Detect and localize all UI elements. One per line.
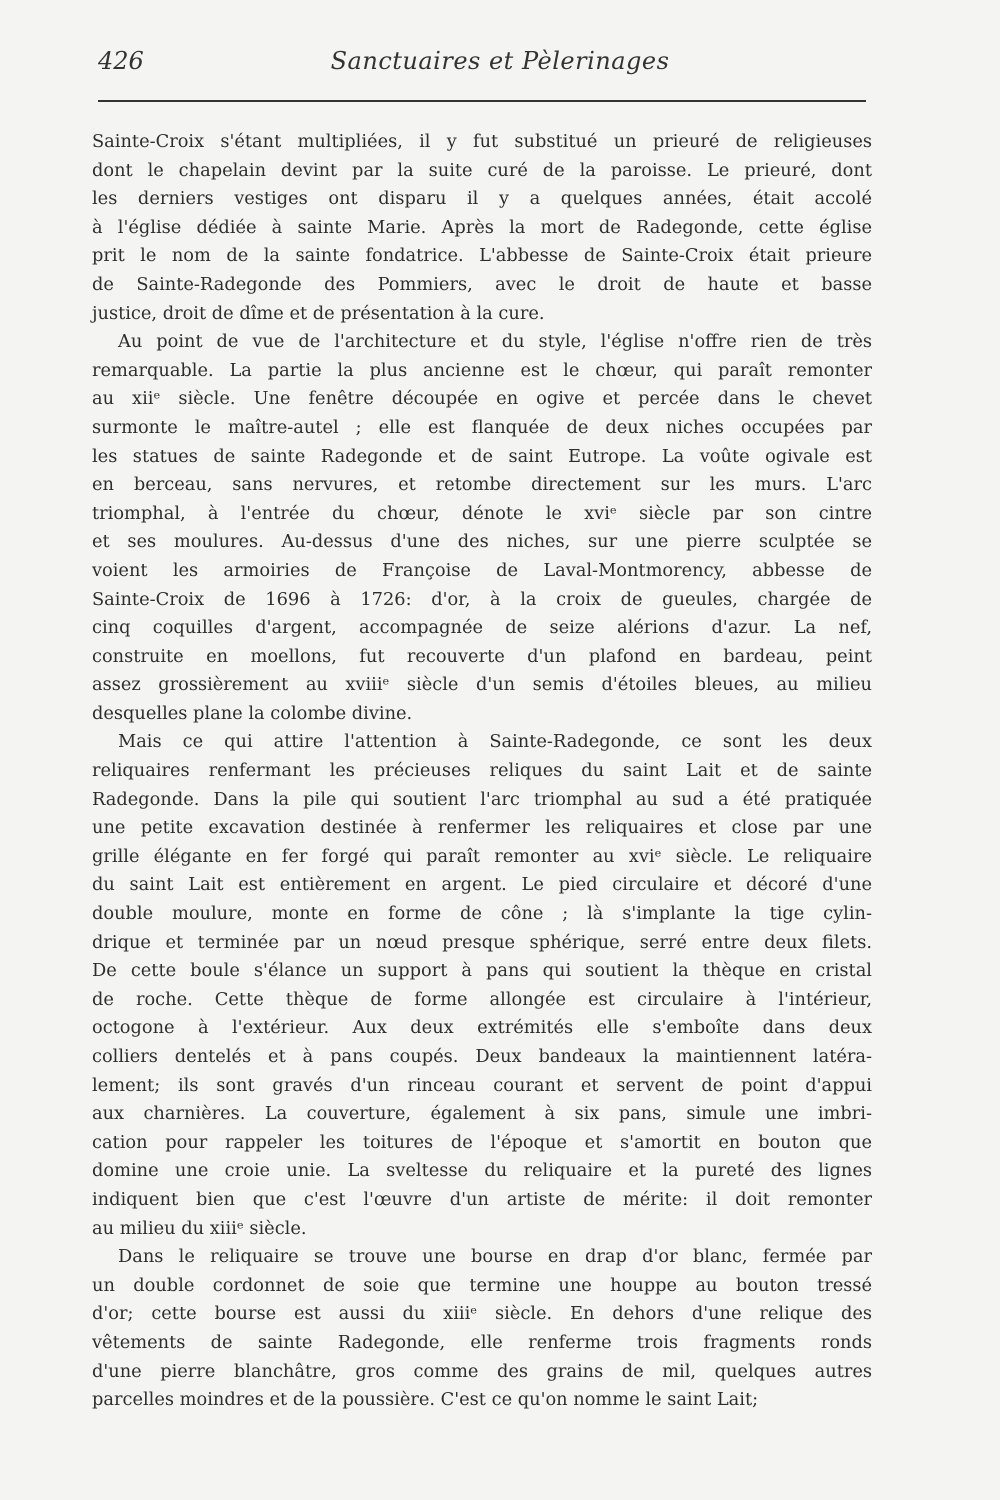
text-line: et ses moulures. Au-dessus d'une des niches, sur une pierre sculptée se — [92, 531, 872, 553]
text-line: vêtements de sainte Radegonde, elle renferme trois fragments ronds — [92, 1331, 872, 1353]
text-line: indiquent bien que c'est l'œuvre d'un artiste de mérite: il doit remonter — [92, 1188, 872, 1210]
text-line: d'or; cette bourse est aussi du xiiiᵉ siècle. En dehors d'une relique des — [92, 1303, 872, 1325]
text-line: Sainte-Croix s'étant multipliées, il y fut substitué un prieuré de religieuses — [92, 131, 872, 152]
text-line: grille élégante en fer forgé qui paraît remonter au xviᵉ siècle. Le reliquaire — [92, 845, 872, 867]
text-line: Sainte-Croix de 1696 à 1726: d'or, à la croix de gueules, chargée de — [92, 588, 872, 610]
text-line: au xiiᵉ siècle. Une fenêtre découpée en ogive et percée dans le chevet — [92, 388, 872, 410]
text-line: du saint Lait est entièrement en argent. Le pied circulaire et décoré d'une — [92, 874, 872, 896]
text-line: à l'église dédiée à sainte Marie. Après la mort de Radegonde, cette église — [92, 216, 872, 238]
paragraph — [92, 728, 872, 1243]
text-line: justice, droit de dîme et de présentation à la cure. — [92, 302, 545, 324]
text-line: d'une pierre blanchâtre, gros comme des grains de mil, quelques autres — [92, 1360, 872, 1382]
text-line: Mais ce qui attire l'attention à Sainte-Radegonde, ce sont les deux — [118, 731, 872, 753]
text-line: de Sainte-Radegonde des Pommiers, avec le droit de haute et basse — [92, 273, 872, 295]
text-line: au milieu du xiiiᵉ siècle. — [92, 1217, 307, 1239]
text-line: De cette boule s'élance un support à pans qui soutient la thèque en cristal — [92, 960, 872, 982]
paragraph — [92, 1243, 872, 1415]
text-line: triomphal, à l'entrée du chœur, dénote le xviᵉ siècle par son cintre — [92, 502, 872, 524]
text-line: cinq coquilles d'argent, accompagnée de seize alérions d'azur. La nef, — [92, 617, 872, 639]
text-line: Dans le reliquaire se trouve une bourse en drap d'or blanc, fermée par — [118, 1246, 872, 1268]
text-line: double moulure, monte en forme de cône ; là s'implante la tige cylin- — [92, 903, 872, 925]
text-line: aux charnières. La couverture, également à six pans, simule une imbri- — [92, 1103, 872, 1125]
text-line: les derniers vestiges ont disparu il y a quelques années, était accolé — [92, 188, 872, 210]
text-line: reliquaires renfermant les précieuses reliques du saint Lait et de sainte — [92, 760, 872, 782]
text-line: colliers dentelés et à pans coupés. Deux bandeaux la maintiennent latéra- — [92, 1046, 872, 1067]
page-number: 426 — [98, 47, 144, 75]
text-line: drique et terminée par un nœud presque sphérique, serré entre deux filets. — [92, 931, 872, 953]
text-line: octogone à l'extérieur. Aux deux extrémités elle s'emboîte dans deux — [92, 1017, 872, 1039]
header-rule — [98, 100, 866, 102]
text-line: Radegonde. Dans la pile qui soutient l'arc triomphal au sud a été pratiquée — [92, 788, 872, 810]
text-line: dont le chapelain devint par la suite curé de la paroisse. Le prieuré, dont — [92, 159, 872, 181]
text-line: remarquable. La partie la plus ancienne est le chœur, qui paraît remonter — [92, 359, 872, 381]
text-line: construite en moellons, fut recouverte d'un plafond en bardeau, peint — [92, 645, 872, 667]
text-line: une petite excavation destinée à renfermer les reliquaires et close par une — [92, 817, 872, 839]
text-line: assez grossièrement au xviiiᵉ siècle d'un semis d'étoiles bleues, au milieu — [92, 674, 872, 696]
paragraph — [92, 128, 872, 328]
text-line: les statues de sainte Radegonde et de saint Eutrope. La voûte ogivale est — [92, 445, 872, 467]
paragraph — [92, 328, 872, 728]
text-line: de roche. Cette thèque de forme allongée est circulaire à l'intérieur, — [92, 988, 872, 1010]
body-text — [92, 128, 872, 1415]
text-line: en berceau, sans nervures, et retombe directement sur les murs. L'arc — [92, 474, 872, 496]
text-line: lement; ils sont gravés d'un rinceau courant et servent de point d'appui — [92, 1074, 872, 1096]
text-line: cation pour rappeler les toitures de l'époque et s'amortit en bouton que — [92, 1131, 872, 1153]
text-line: voient les armoiries de Françoise de Laval-Montmorency, abbesse de — [92, 559, 872, 581]
text-line: desquelles plane la colombe divine. — [92, 702, 413, 724]
text-line: surmonte le maître-autel ; elle est flanquée de deux niches occupées par — [92, 416, 872, 438]
text-line: prit le nom de la sainte fondatrice. L'abbesse de Sainte-Croix était prieure — [92, 245, 872, 267]
text-line: domine une croie unie. La sveltesse du reliquaire et la pureté des lignes — [92, 1160, 872, 1182]
text-line: un double cordonnet de soie que termine une houppe au bouton tressé — [92, 1274, 872, 1296]
running-title: Sanctuaires et Pèlerinages — [330, 47, 670, 75]
text-line: Au point de vue de l'architecture et du style, l'église n'offre rien de très — [118, 331, 872, 353]
text-line: parcelles moindres et de la poussière. C'est ce qu'on nomme le saint Lait; — [92, 1389, 759, 1411]
